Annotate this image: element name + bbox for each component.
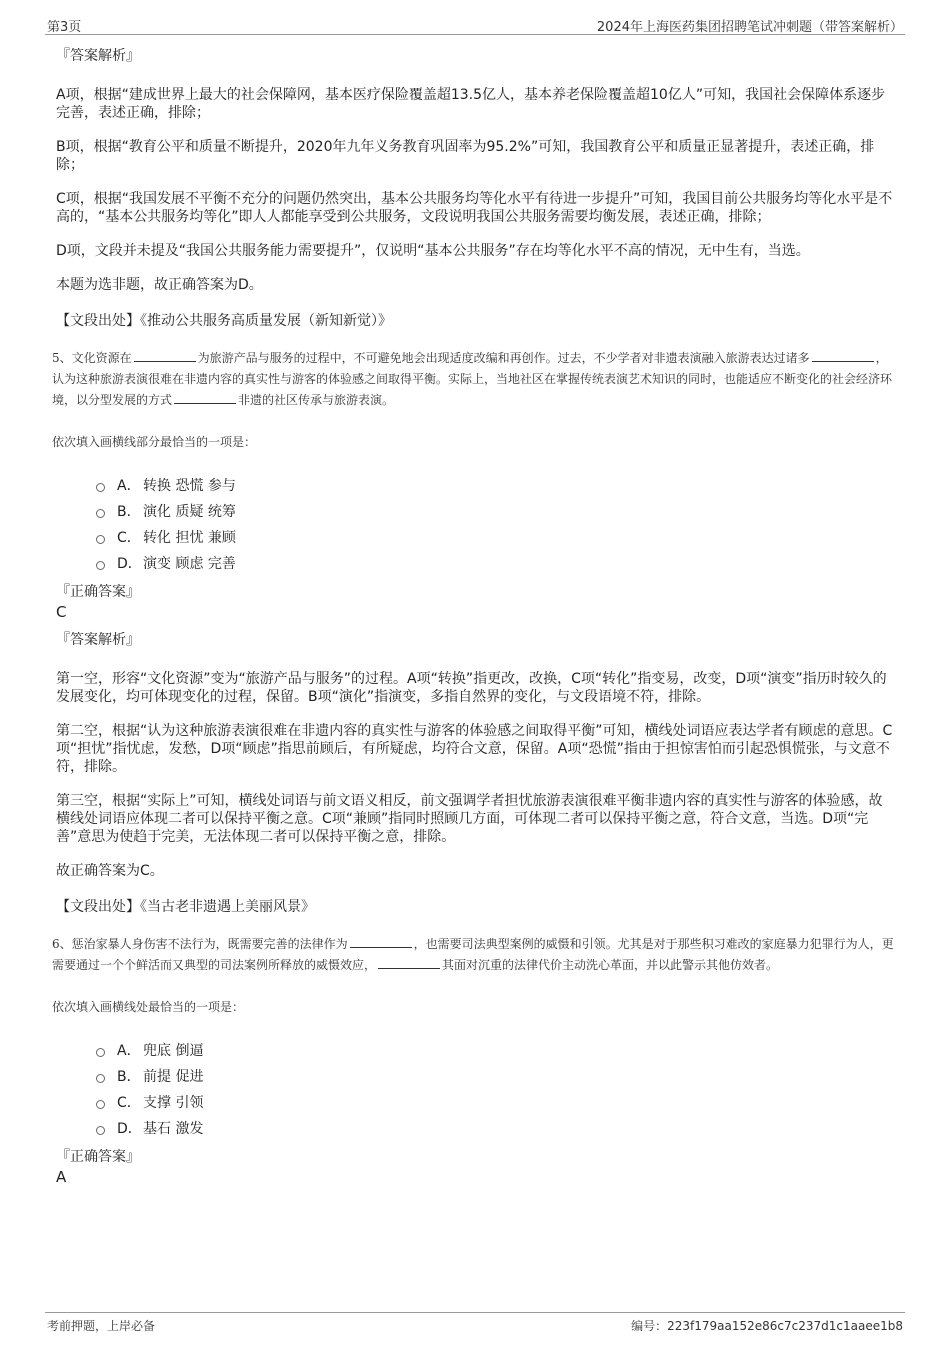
q5-stem: 5、文化资源在 为旅游产品与服务的过程中，不可避免地会出现适度改编和再创作。过去，不少学者对非遗表演融入旅游表达过诸多 ，认为这种旅游表演很难在非遗内容的真实性与游客的体验感之间取得平衡。实际上，当地社区在掌握传统表演艺术知识的同时，也能适应不断变化的社会经济环境，以分型发展的方式 非遗的社区传承与旅游表演。 [52,348,896,411]
footer-slogan: 考前押题，上岸必备 [47,1319,156,1333]
q5-option-a[interactable]: A． 转换 恐慌 参与 [96,472,896,498]
q5-source: 【文段出处】《当古老非遗遇上美丽风景》 [56,899,315,915]
radio-icon[interactable] [96,1074,105,1083]
page-number: 第3页 [47,20,82,35]
q6-answer-label: 『正确答案』 [56,1149,140,1165]
q4-analysis-d: D项，文段并未提及“我国公共服务能力需要提升”，仅说明“基本公共服务”存在均等化水平不高的情况，无中生有，当选。 [56,243,810,259]
document-title: 2024年上海医药集团招聘笔试冲刺题（带答案解析） [596,20,903,35]
q5-analysis-3: 第三空，根据“实际上”可知，横线处词语与前文语义相反，前文强调学者担忧旅游表演很难平衡非遗内容的真实性与游客的体验感，故横线处词语应体现二者可以保持平衡之意。C项“兼顾”指同时照顾几方面，可体现二者可以保持平衡之意，符合文意，当选。D项“完善”意思为使趋于完美，无法体现二者可以保持平衡之意，排除。 [56,793,883,845]
q6-instruction: 依次填入画横线处最恰当的一项是： [52,1000,245,1014]
q4-analysis-c: C项，根据“我国发展不平衡不充分的问题仍然突出，基本公共服务均等化水平有待进一步提升”可知，我国目前公共服务均等化水平是不高的，“基本公共服务均等化”即人人都能享受到公共服务，文段说明我国公共服务需要均衡发展，表述正确，排除； [56,191,893,225]
q4-analysis-b: B项，根据“教育公平和质量不断提升，2020年九年义务教育巩固率为95.2%”可知，我国教育公平和质量正显著提升，表述正确，排除； [56,139,875,173]
q6-option-b[interactable]: B． 前提 促进 [96,1063,896,1089]
q5-option-c[interactable]: C． 转化 担忧 兼顾 [96,524,896,550]
radio-icon[interactable] [96,561,105,570]
q5-option-d[interactable]: D． 演变 顾虑 完善 [96,550,896,576]
radio-icon[interactable] [96,1100,105,1109]
document-body [52,46,896,1195]
page-header [45,14,905,35]
q6-option-c[interactable]: C． 支撑 引领 [96,1089,896,1115]
radio-icon[interactable] [96,509,105,518]
q5-answer-label: 『正确答案』 [56,584,140,600]
q6-options [96,1037,896,1141]
blank-2 [378,955,440,969]
q5-instruction: 依次填入画横线部分最恰当的一项是： [52,435,257,449]
q6-stem: 6、惩治家暴人身伤害不法行为，既需要完善的法律作为 ，也需要司法典型案例的威慑和引领。尤其是对于那些积习难改的家庭暴力犯罪行为人，更需要通过一个个鲜活而又典型的司法案例所释放的威慑效应， 其面对沉重的法律代价主动洗心革面，并以此警示其他仿效者。 [52,934,896,976]
q5-analysis-label: 『答案解析』 [56,632,140,648]
q5-option-b[interactable]: B． 演化 质疑 统筹 [96,498,896,524]
blank-2 [812,348,874,362]
blank-1 [134,348,196,362]
radio-icon[interactable] [96,1126,105,1135]
q4-conclusion: 本题为选非题，故正确答案为D。 [56,277,263,293]
q4-analysis-a: A项，根据“建成世界上最大的社会保障网，基本医疗保险覆盖超13.5亿人，基本养老保险覆盖超10亿人”可知，我国社会保障体系逐步完善，表述正确，排除； [56,87,886,121]
q5-analysis-2: 第二空，根据“认为这种旅游表演很难在非遗内容的真实性与游客的体验感之间取得平衡”可知，横线处词语应表达学者有顾虑的意思。C项“担忧”指忧虑，发愁，D项“顾虑”指思前顾后，有所疑虑，均符合文意，保留。A项“恐慌”指由于担惊害怕而引起恐惧慌张，与文意不符，排除。 [56,723,893,775]
q4-source: 【文段出处】《推动公共服务高质量发展（新知新觉）》 [56,313,392,329]
q6-option-a[interactable]: A． 兜底 倒逼 [96,1037,896,1063]
q4-analysis-label: 『答案解析』 [56,48,140,64]
blank-1 [350,934,412,948]
q6-option-d[interactable]: D． 基石 激发 [96,1115,896,1141]
q5-analysis-1: 第一空，形容“文化资源”变为“旅游产品与服务”的过程。A项“转换”指更改，改换，C项“转化”指变易，改变，D项“演变”指历时较久的发展变化，均可体现变化的过程，保留。B项“演化”指演变，多指自然界的变化，与文段语境不符，排除。 [56,671,887,705]
radio-icon[interactable] [96,1048,105,1057]
blank-3 [174,390,236,404]
q5-options [96,472,896,576]
page-footer [45,1312,905,1335]
q5-answer: C [56,603,67,621]
document-code: 编号：223f179aa152e86c7c237d1c1aaee1b8 [631,1319,903,1333]
radio-icon[interactable] [96,535,105,544]
q6-answer: A [56,1168,67,1186]
q5-conclusion: 故正确答案为C。 [56,863,164,879]
radio-icon[interactable] [96,483,105,492]
